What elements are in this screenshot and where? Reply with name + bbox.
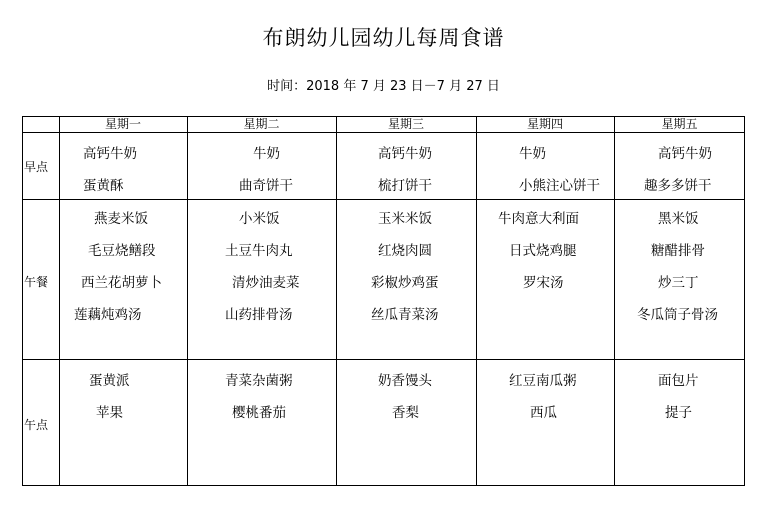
menu-item: 小熊注心饼干 [519, 178, 600, 194]
table-divider [336, 117, 337, 485]
menu-item: 彩椒炒鸡蛋 [371, 275, 439, 291]
menu-item: 趣多多饼干 [644, 178, 712, 194]
table-divider [614, 117, 615, 485]
day-header-thu: 星期四 [526, 117, 563, 131]
menu-item: 丝瓜青菜汤 [371, 307, 439, 323]
menu-item: 蛋黄酥 [83, 178, 124, 194]
menu-item: 罗宋汤 [523, 275, 564, 291]
menu-item: 提子 [665, 405, 692, 421]
menu-item: 土豆牛肉丸 [225, 243, 293, 259]
menu-item: 莲藕炖鸡汤 [74, 307, 142, 323]
menu-item: 黑米饭 [658, 211, 699, 227]
menu-item: 香梨 [392, 405, 419, 421]
table-divider [476, 117, 477, 485]
table-divider [187, 117, 188, 485]
menu-item: 清炒油麦菜 [232, 275, 300, 291]
table-divider [23, 132, 744, 133]
menu-item: 燕麦米饭 [94, 211, 148, 227]
day-header-fri: 星期五 [661, 117, 698, 131]
weekly-menu-table [22, 116, 745, 486]
menu-item: 青菜杂菌粥 [225, 373, 293, 389]
menu-item: 高钙牛奶 [658, 146, 712, 162]
day-header-wed: 星期三 [387, 117, 424, 131]
menu-item: 毛豆烧鳝段 [88, 243, 156, 259]
row-label-lunch: 午餐 [24, 275, 49, 289]
day-header-tue: 星期二 [243, 117, 280, 131]
menu-item: 红烧肉圆 [378, 243, 432, 259]
menu-item: 高钙牛奶 [83, 146, 137, 162]
date-range: 时间：2018 年 7 月 23 日－7 月 27 日 [267, 79, 500, 94]
menu-item: 西瓜 [530, 405, 557, 421]
table-divider [23, 359, 744, 360]
menu-item: 日式烧鸡腿 [509, 243, 577, 259]
table-divider [23, 199, 744, 200]
menu-title: 布朗幼儿园幼儿每周食谱 [262, 26, 505, 50]
menu-item: 面包片 [658, 373, 699, 389]
menu-item: 奶香馒头 [378, 373, 432, 389]
menu-item: 西兰花胡萝卜 [81, 275, 162, 291]
menu-item: 牛奶 [519, 146, 546, 162]
menu-item: 樱桃番茄 [232, 405, 286, 421]
menu-item: 牛肉意大利面 [498, 211, 579, 227]
menu-item: 玉米米饭 [378, 211, 432, 227]
row-label-breakfast: 早点 [24, 160, 49, 174]
menu-item: 冬瓜筒子骨汤 [637, 307, 718, 323]
menu-item: 梳打饼干 [378, 178, 432, 194]
menu-item: 高钙牛奶 [378, 146, 432, 162]
menu-item: 蛋黄派 [89, 373, 130, 389]
menu-item: 糖醋排骨 [651, 243, 705, 259]
day-header-mon: 星期一 [104, 117, 141, 131]
menu-item: 牛奶 [253, 146, 280, 162]
row-label-snack: 午点 [24, 418, 49, 432]
menu-item: 山药排骨汤 [225, 307, 293, 323]
menu-item: 苹果 [96, 405, 123, 421]
menu-item: 红豆南瓜粥 [509, 373, 577, 389]
menu-item: 曲奇饼干 [239, 178, 293, 194]
menu-item: 炒三丁 [658, 275, 699, 291]
menu-item: 小米饭 [239, 211, 280, 227]
